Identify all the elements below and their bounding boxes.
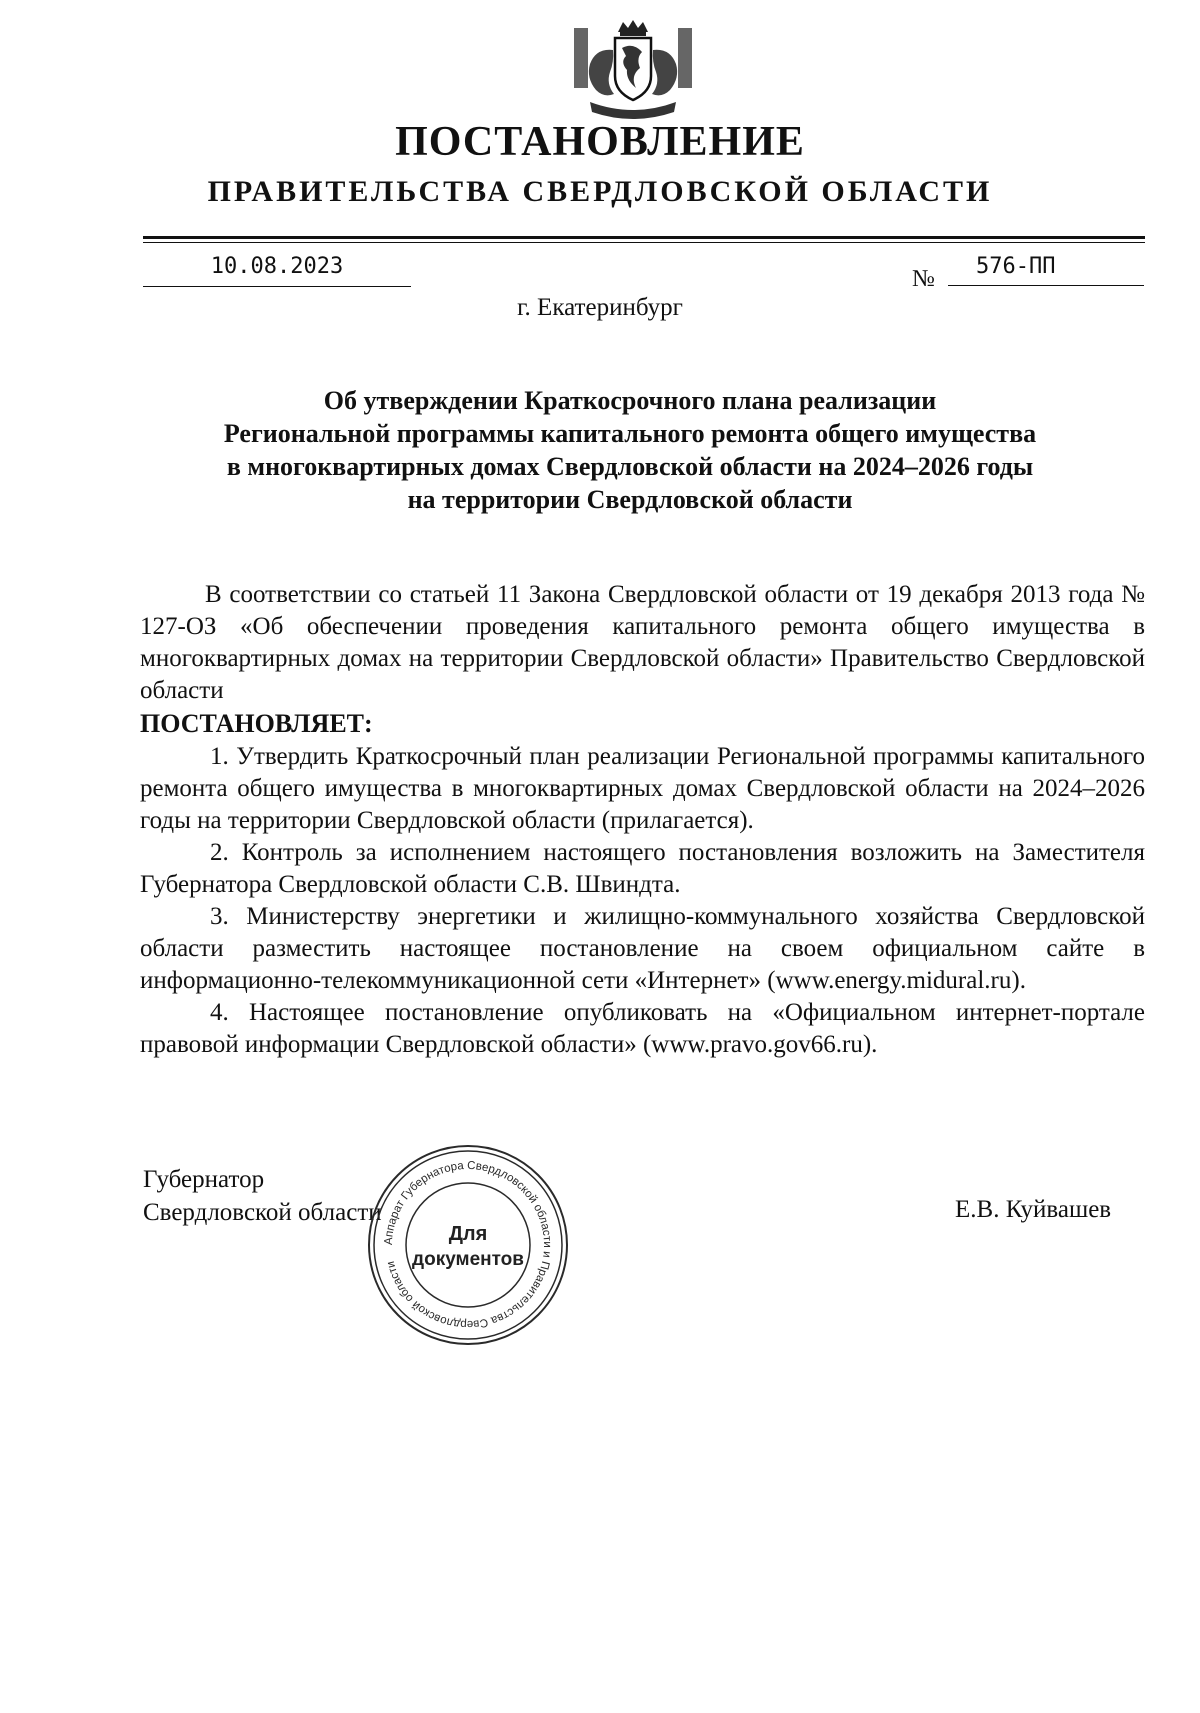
signatory-title-line: Свердловской области [143,1199,382,1226]
title-line: в многоквартирных домах Свердловской области на 2024–2026 годы [226,452,1034,481]
signatory-name: Е.В. Куйвашев [955,1196,1112,1223]
official-stamp [366,1143,570,1347]
stamp-center-line: Для [448,1223,488,1245]
header-rule-thin [143,242,1145,243]
decree-word: ПОСТАНОВЛЯЕТ: [140,709,373,738]
stamp-ring-text: Аппарат Губернатора Свердловской области и Правительства Свердловской области [382,1159,554,1331]
signatory-title-line: Губернатор [143,1166,265,1193]
document-title [150,384,1110,516]
list-item: 4. Настоящее постановление опубликовать на «Официальном интернет-портале правовой информации Свердловской области» (www.pravo.gov66.ru). [140,999,1145,1058]
title-line: Об утверждении Краткосрочного плана реализации [323,386,937,415]
title-line: на территории Свердловской области [407,485,853,514]
preamble: В соответствии со статьей 11 Закона Свердловской области от 19 декабря 2013 года № 127-ОЗ «Об обеспечении проведения капитального ремонта общего имущества в многоквартирных домах на территории Свердловской области» Правительство Свердловской области [140,581,1145,704]
list-item: 3. Министерству энергетики и жилищно-коммунального хозяйства Свердловской области разместить настоящее постановление на своем официальном сайте в информационно-телекоммуникационной сети «Интернет» (www.energy.midural.ru). [140,903,1145,994]
document-number: 576-ПП [948,252,1144,286]
header-rule-thick [143,236,1145,239]
city: г. Екатеринбург [517,294,683,321]
stamp-center-line: документов [412,1249,524,1270]
number-sign: № [912,266,935,292]
title-line: Региональной программы капитального ремонта общего имущества [223,419,1037,448]
document-type: ПОСТАНОВЛЕНИЕ [395,119,805,165]
document-body [140,579,1145,1061]
document-date: 10.08.2023 [143,252,411,287]
list-item: 2. Контроль за исполнением настоящего постановления возложить на Заместителя Губернатора Свердловской области С.В. Швиндта. [140,839,1145,898]
coat-of-arms-icon [570,18,696,124]
issuing-authority: ПРАВИТЕЛЬСТВА СВЕРДЛОВСКОЙ ОБЛАСТИ [207,175,993,208]
list-item: 1. Утвердить Краткосрочный план реализации Региональной программы капитального ремонта общего имущества в многоквартирных домах Свердловской области на 2024–2026 годы на территории Свердловской области (прилагается). [140,743,1145,834]
signatory-title [143,1163,382,1229]
